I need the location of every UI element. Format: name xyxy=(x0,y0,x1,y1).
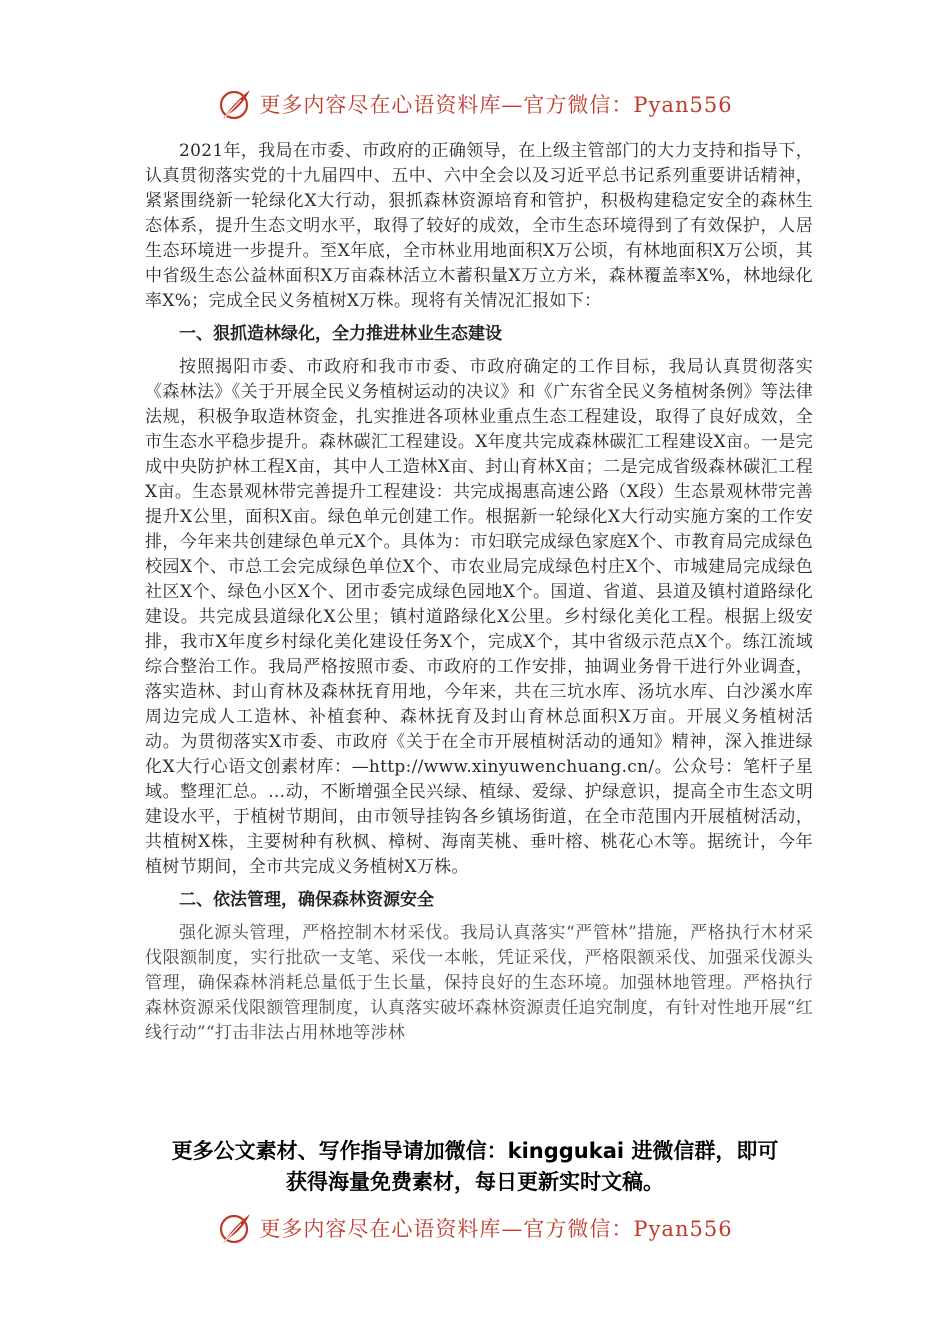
promo-overlay xyxy=(0,1136,950,1198)
document-body xyxy=(145,139,813,1046)
footer-banner-text: 更多内容尽在心语资料库—官方微信：Pyan556 xyxy=(259,1217,733,1241)
section-2-heading: 二、依法管理，确保森林资源安全 xyxy=(179,890,434,910)
promo-line-1: 更多公文素材、写作指导请加微信：kinggukai 进微信群，即可 xyxy=(171,1139,779,1163)
section-1-paragraph: 按照揭阳市委、市政府和我市市委、市政府确定的工作目标，我局认真贯彻落实《森林法》《关于开展全民义务植树运动的决议》和《广东省全民义务植树条例》等法律法规，积极争取造林资金，扎实推进各项林业重点生态工程建设，取得了良好成效，全市生态水平稳步提升。森林碳汇工程建设。X年度共完成森林碳汇工程建设X亩。一是完成中央防护林工程X亩，其中人工造林X亩、封山育林X亩；二是完成省级森林碳汇工程X亩。生态景观林带完善提升工程建设：共完成揭惠高速公路（X段）生态景观林带完善提升X公里，面积X亩。绿色单元创建工作。根据新一轮绿化X大行动实施方案的工作安排，今年来共创建绿色单元X个。具体为：市妇联完成绿色家庭X个、市教育局完成绿色校园X个、市总工会完成绿色单位X个、市农业局完成绿色村庄X个、市城建局完成绿色社区X个、绿色小区X个、团市委完成绿色园地X个。国道、省道、县道及镇村道路绿化建设。共完成县道绿化X公里；镇村道路绿化X公里。乡村绿化美化工程。根据上级安排，我市X年度乡村绿化美化建设任务X个，完成X个，其中省级示范点X个。练江流域综合整治工作。我局严格按照市委、市政府的工作安排，抽调业务骨干进行外业调查，落实造林、封山育林及森林抚育用地，今年来，共在三坑水库、汤坑水库、白沙溪水库周边完成人工造林、补植套种、森林抚育及封山育林总面积X万亩。开展义务植树活动。为贯彻落实X市委、市政府《关于在全市开展植树活动的通知》精神，深入推进绿化X大行心语文创素材库：—http://www.xinyuwenchuang.cn/。公众号：笔杆子星域。整理汇总。…动，不断增强全民兴绿、植绿、爱绿、护绿意识，提高全市生态文明建设水平，于植树节期间，由市领导挂钩各乡镇场街道，在全市范围内开展植树活动，共植树X株，主要树种有秋枫、樟树、海南芙桃、垂叶榕、桃花心木等。据统计，今年植树节期间，全市共完成义务植树X万株。 xyxy=(145,357,813,877)
quill-logo-icon xyxy=(217,1210,253,1246)
header-banner-text: 更多内容尽在心语资料库—官方微信：Pyan556 xyxy=(259,93,733,117)
section-1-heading: 一、狠抓造林绿化，全力推进林业生态建设 xyxy=(179,324,502,344)
intro-paragraph: 2021年，我局在市委、市政府的正确领导，在上级主管部门的大力支持和指导下，认真贯彻落实党的十九届四中、五中、六中全会以及习近平总书记系列重要讲话精神，紧紧围绕新一轮绿化X大行动，狠抓森林资源培育和管护，积极构建稳定安全的森林生态体系，提升生态文明水平，取得了较好的成效，全市生态环境得到了有效保护，人居生态环境进一步提升。至X年底，全市林业用地面积X万公顷，有林地面积X万公顷，其中省级生态公益林面积X万亩森林活立木蓄积量X万立方米，森林覆盖率X%，林地绿化率X%；完成全民义务植树X万株。现将有关情况汇报如下： xyxy=(145,141,813,311)
section-2-paragraph: 强化源头管理，严格控制木材采伐。我局认真落实“严管林”措施，严格执行木材采伐限额制度，实行批砍一支笔、采伐一本帐，凭证采伐，严格限额采伐、加强采伐源头管理，确保森林消耗总量低于生长量，保持良好的生态环境。加强林地管理。严格执行森林资源采伐限额管理制度，认真落实破坏森林资源责任追究制度，有针对性地开展“红线行动”“打击非法占用林地等涉林 xyxy=(145,923,813,1043)
promo-line-2: 获得海量免费素材，每日更新实时文稿。 xyxy=(286,1170,664,1194)
header-banner xyxy=(0,84,950,124)
quill-logo-icon xyxy=(217,86,253,122)
footer-banner xyxy=(0,1208,950,1248)
